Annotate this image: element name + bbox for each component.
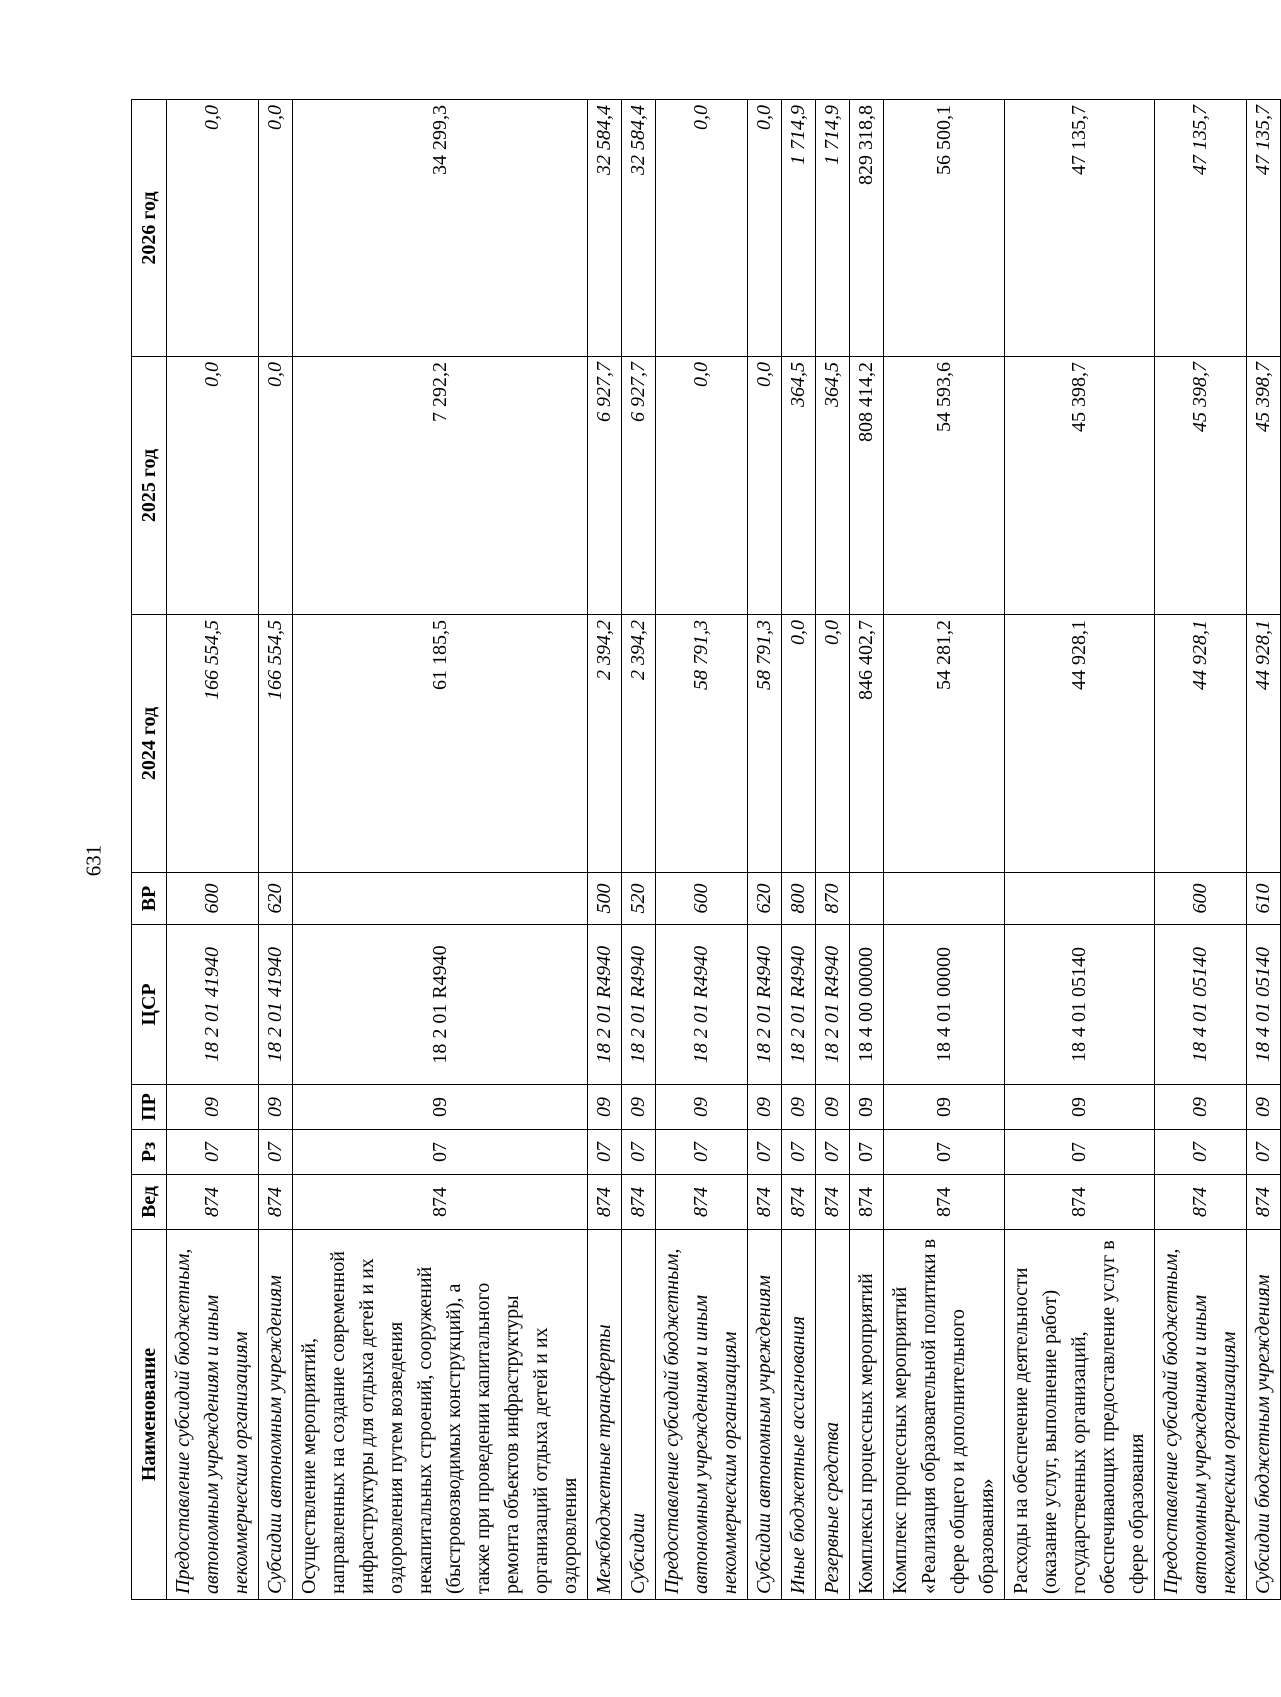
cell-rz: 07 [622,1130,656,1175]
cell-2024: 166 554,5 [167,615,259,873]
cell-2025: 54 593,6 [884,357,1005,615]
cell-vr [293,873,588,925]
cell-2025: 45 398,7 [1247,357,1281,615]
cell-name: Субсидии бюджетным учреждениям [1247,1230,1281,1600]
cell-csr: 18 4 01 05140 [1155,925,1247,1085]
cell-ved: 874 [850,1175,884,1230]
cell-csr: 18 2 01 R4940 [588,925,622,1085]
cell-name: Межбюджетные трансферты [588,1230,622,1600]
cell-vr [884,873,1005,925]
cell-2025: 6 927,7 [588,357,622,615]
cell-2024: 44 928,1 [1247,615,1281,873]
cell-vr: 620 [748,873,782,925]
cell-2026: 1 714,9 [816,100,850,357]
cell-2025: 808 414,2 [850,357,884,615]
cell-rz: 07 [259,1130,293,1175]
cell-csr: 18 4 01 05140 [1247,925,1281,1085]
cell-ved: 874 [1247,1175,1281,1230]
cell-2026: 34 299,3 [293,100,588,357]
cell-ved: 874 [884,1175,1005,1230]
cell-2026: 0,0 [259,100,293,357]
cell-2025: 0,0 [748,357,782,615]
cell-vr: 800 [782,873,816,925]
cell-rz: 07 [167,1130,259,1175]
budget-table [131,99,1281,1600]
cell-2026: 829 318,8 [850,100,884,357]
table-row [1155,100,1247,1600]
cell-vr: 600 [167,873,259,925]
page-number: 631 [81,844,106,877]
cell-vr: 600 [656,873,748,925]
cell-2024: 846 402,7 [850,615,884,873]
cell-name: Иные бюджетные ассигнования [782,1230,816,1600]
cell-csr: 18 2 01 R4940 [816,925,850,1085]
cell-name: Субсидии автономным учреждениям [748,1230,782,1600]
cell-csr: 18 2 01 R4940 [293,925,588,1085]
cell-2025: 45 398,7 [1155,357,1247,615]
cell-2024: 61 185,5 [293,615,588,873]
cell-2025: 364,5 [782,357,816,615]
cell-pr: 09 [293,1085,588,1130]
cell-rz: 07 [588,1130,622,1175]
cell-name: Комплексы процессных мероприятий [850,1230,884,1600]
cell-rz: 07 [656,1130,748,1175]
cell-ved: 874 [1155,1175,1247,1230]
cell-csr: 18 4 00 00000 [850,925,884,1085]
header-pr: ПР [132,1085,167,1130]
cell-2024: 58 791,3 [748,615,782,873]
cell-2024: 2 394,2 [588,615,622,873]
cell-name: Предоставление субсидий бюджетным, автономным учреждениям и иным некоммерческим организациям [1155,1230,1247,1600]
cell-2024: 0,0 [816,615,850,873]
cell-pr: 09 [1005,1085,1155,1130]
cell-vr: 620 [259,873,293,925]
cell-pr: 09 [622,1085,656,1130]
cell-vr [1005,873,1155,925]
cell-name: Предоставление субсидий бюджетным, автономным учреждениям и иным некоммерческим организациям [167,1230,259,1600]
header-rz: Рз [132,1130,167,1175]
header-2025: 2025 год [132,357,167,615]
header-row [132,100,167,1600]
cell-2026: 0,0 [748,100,782,357]
cell-rz: 07 [1155,1130,1247,1175]
cell-name: Осуществление мероприятий, направленных на создание современной инфраструктуры для отдыха детей и их оздоровления путем возведения некапитальных строений, сооружений (быстровозводимых конструкций), а также при проведении капитального ремонта объектов инфраструктуры организаций отдыха детей и их оздоровления [293,1230,588,1600]
cell-2026: 32 584,4 [588,100,622,357]
cell-2025: 0,0 [259,357,293,615]
cell-ved: 874 [167,1175,259,1230]
cell-2024: 44 928,1 [1155,615,1247,873]
cell-pr: 09 [167,1085,259,1130]
table-row [656,100,748,1600]
cell-name: Субсидии автономным учреждениям [259,1230,293,1600]
cell-2024: 0,0 [782,615,816,873]
cell-ved: 874 [656,1175,748,1230]
table-row [850,100,884,1600]
cell-rz: 07 [816,1130,850,1175]
table-row [884,100,1005,1600]
table-row [588,100,622,1600]
header-csr: ЦСР [132,925,167,1085]
cell-csr: 18 2 01 41940 [259,925,293,1085]
cell-csr: 18 2 01 R4940 [656,925,748,1085]
cell-vr: 520 [622,873,656,925]
header-2026: 2026 год [132,100,167,357]
cell-pr: 09 [816,1085,850,1130]
cell-vr: 610 [1247,873,1281,925]
cell-pr: 09 [850,1085,884,1130]
table-row [816,100,850,1600]
cell-csr: 18 4 01 00000 [884,925,1005,1085]
header-vr: ВР [132,873,167,925]
cell-pr: 09 [1247,1085,1281,1130]
cell-name: Предоставление субсидий бюджетным, автономным учреждениям и иным некоммерческим организациям [656,1230,748,1600]
header-2024: 2024 год [132,615,167,873]
table-row [1247,100,1281,1600]
cell-ved: 874 [748,1175,782,1230]
table-row [748,100,782,1600]
cell-vr [850,873,884,925]
cell-pr: 09 [782,1085,816,1130]
table-row [622,100,656,1600]
cell-2024: 44 928,1 [1005,615,1155,873]
cell-ved: 874 [816,1175,850,1230]
cell-ved: 874 [293,1175,588,1230]
cell-2026: 32 584,4 [622,100,656,357]
cell-vr: 600 [1155,873,1247,925]
cell-vr: 500 [588,873,622,925]
cell-rz: 07 [293,1130,588,1175]
cell-vr: 870 [816,873,850,925]
table-row [259,100,293,1600]
cell-csr: 18 2 01 R4940 [622,925,656,1085]
cell-2025: 7 292,2 [293,357,588,615]
cell-2026: 47 135,7 [1005,100,1155,357]
cell-ved: 874 [1005,1175,1155,1230]
cell-rz: 07 [1247,1130,1281,1175]
cell-2024: 166 554,5 [259,615,293,873]
cell-rz: 07 [884,1130,1005,1175]
table-body [167,100,1281,1600]
header-ved: Вед [132,1175,167,1230]
cell-2026: 47 135,7 [1247,100,1281,357]
cell-2026: 47 135,7 [1155,100,1247,357]
cell-ved: 874 [622,1175,656,1230]
cell-ved: 874 [782,1175,816,1230]
cell-2024: 2 394,2 [622,615,656,873]
cell-csr: 18 2 01 R4940 [782,925,816,1085]
cell-name: Расходы на обеспечение деятельности (оказание услуг, выполнение работ) государственных организаций, обеспечивающих предоставление услуг в сфере образования [1005,1230,1155,1600]
cell-name: Резервные средства [816,1230,850,1600]
header-name: Наименование [132,1230,167,1600]
table-row [782,100,816,1600]
cell-2024: 58 791,3 [656,615,748,873]
cell-2024: 54 281,2 [884,615,1005,873]
cell-pr: 09 [259,1085,293,1130]
cell-pr: 09 [884,1085,1005,1130]
cell-rz: 07 [748,1130,782,1175]
cell-2025: 364,5 [816,357,850,615]
cell-2026: 56 500,1 [884,100,1005,357]
cell-2026: 1 714,9 [782,100,816,357]
cell-2025: 6 927,7 [622,357,656,615]
rotated-table-container [131,99,1281,1600]
cell-2025: 0,0 [167,357,259,615]
cell-pr: 09 [656,1085,748,1130]
cell-rz: 07 [850,1130,884,1175]
cell-csr: 18 2 01 R4940 [748,925,782,1085]
cell-2025: 45 398,7 [1005,357,1155,615]
cell-rz: 07 [782,1130,816,1175]
cell-csr: 18 4 01 05140 [1005,925,1155,1085]
cell-ved: 874 [259,1175,293,1230]
cell-2025: 0,0 [656,357,748,615]
cell-pr: 09 [748,1085,782,1130]
cell-pr: 09 [1155,1085,1247,1130]
cell-2026: 0,0 [167,100,259,357]
table-row [167,100,259,1600]
cell-name: Субсидии [622,1230,656,1600]
table-row [293,100,588,1600]
cell-csr: 18 2 01 41940 [167,925,259,1085]
cell-2026: 0,0 [656,100,748,357]
table-row [1005,100,1155,1600]
cell-rz: 07 [1005,1130,1155,1175]
cell-pr: 09 [588,1085,622,1130]
cell-ved: 874 [588,1175,622,1230]
cell-name: Комплекс процессных мероприятий «Реализация образовательной политики в сфере общего и дополнительного образования» [884,1230,1005,1600]
